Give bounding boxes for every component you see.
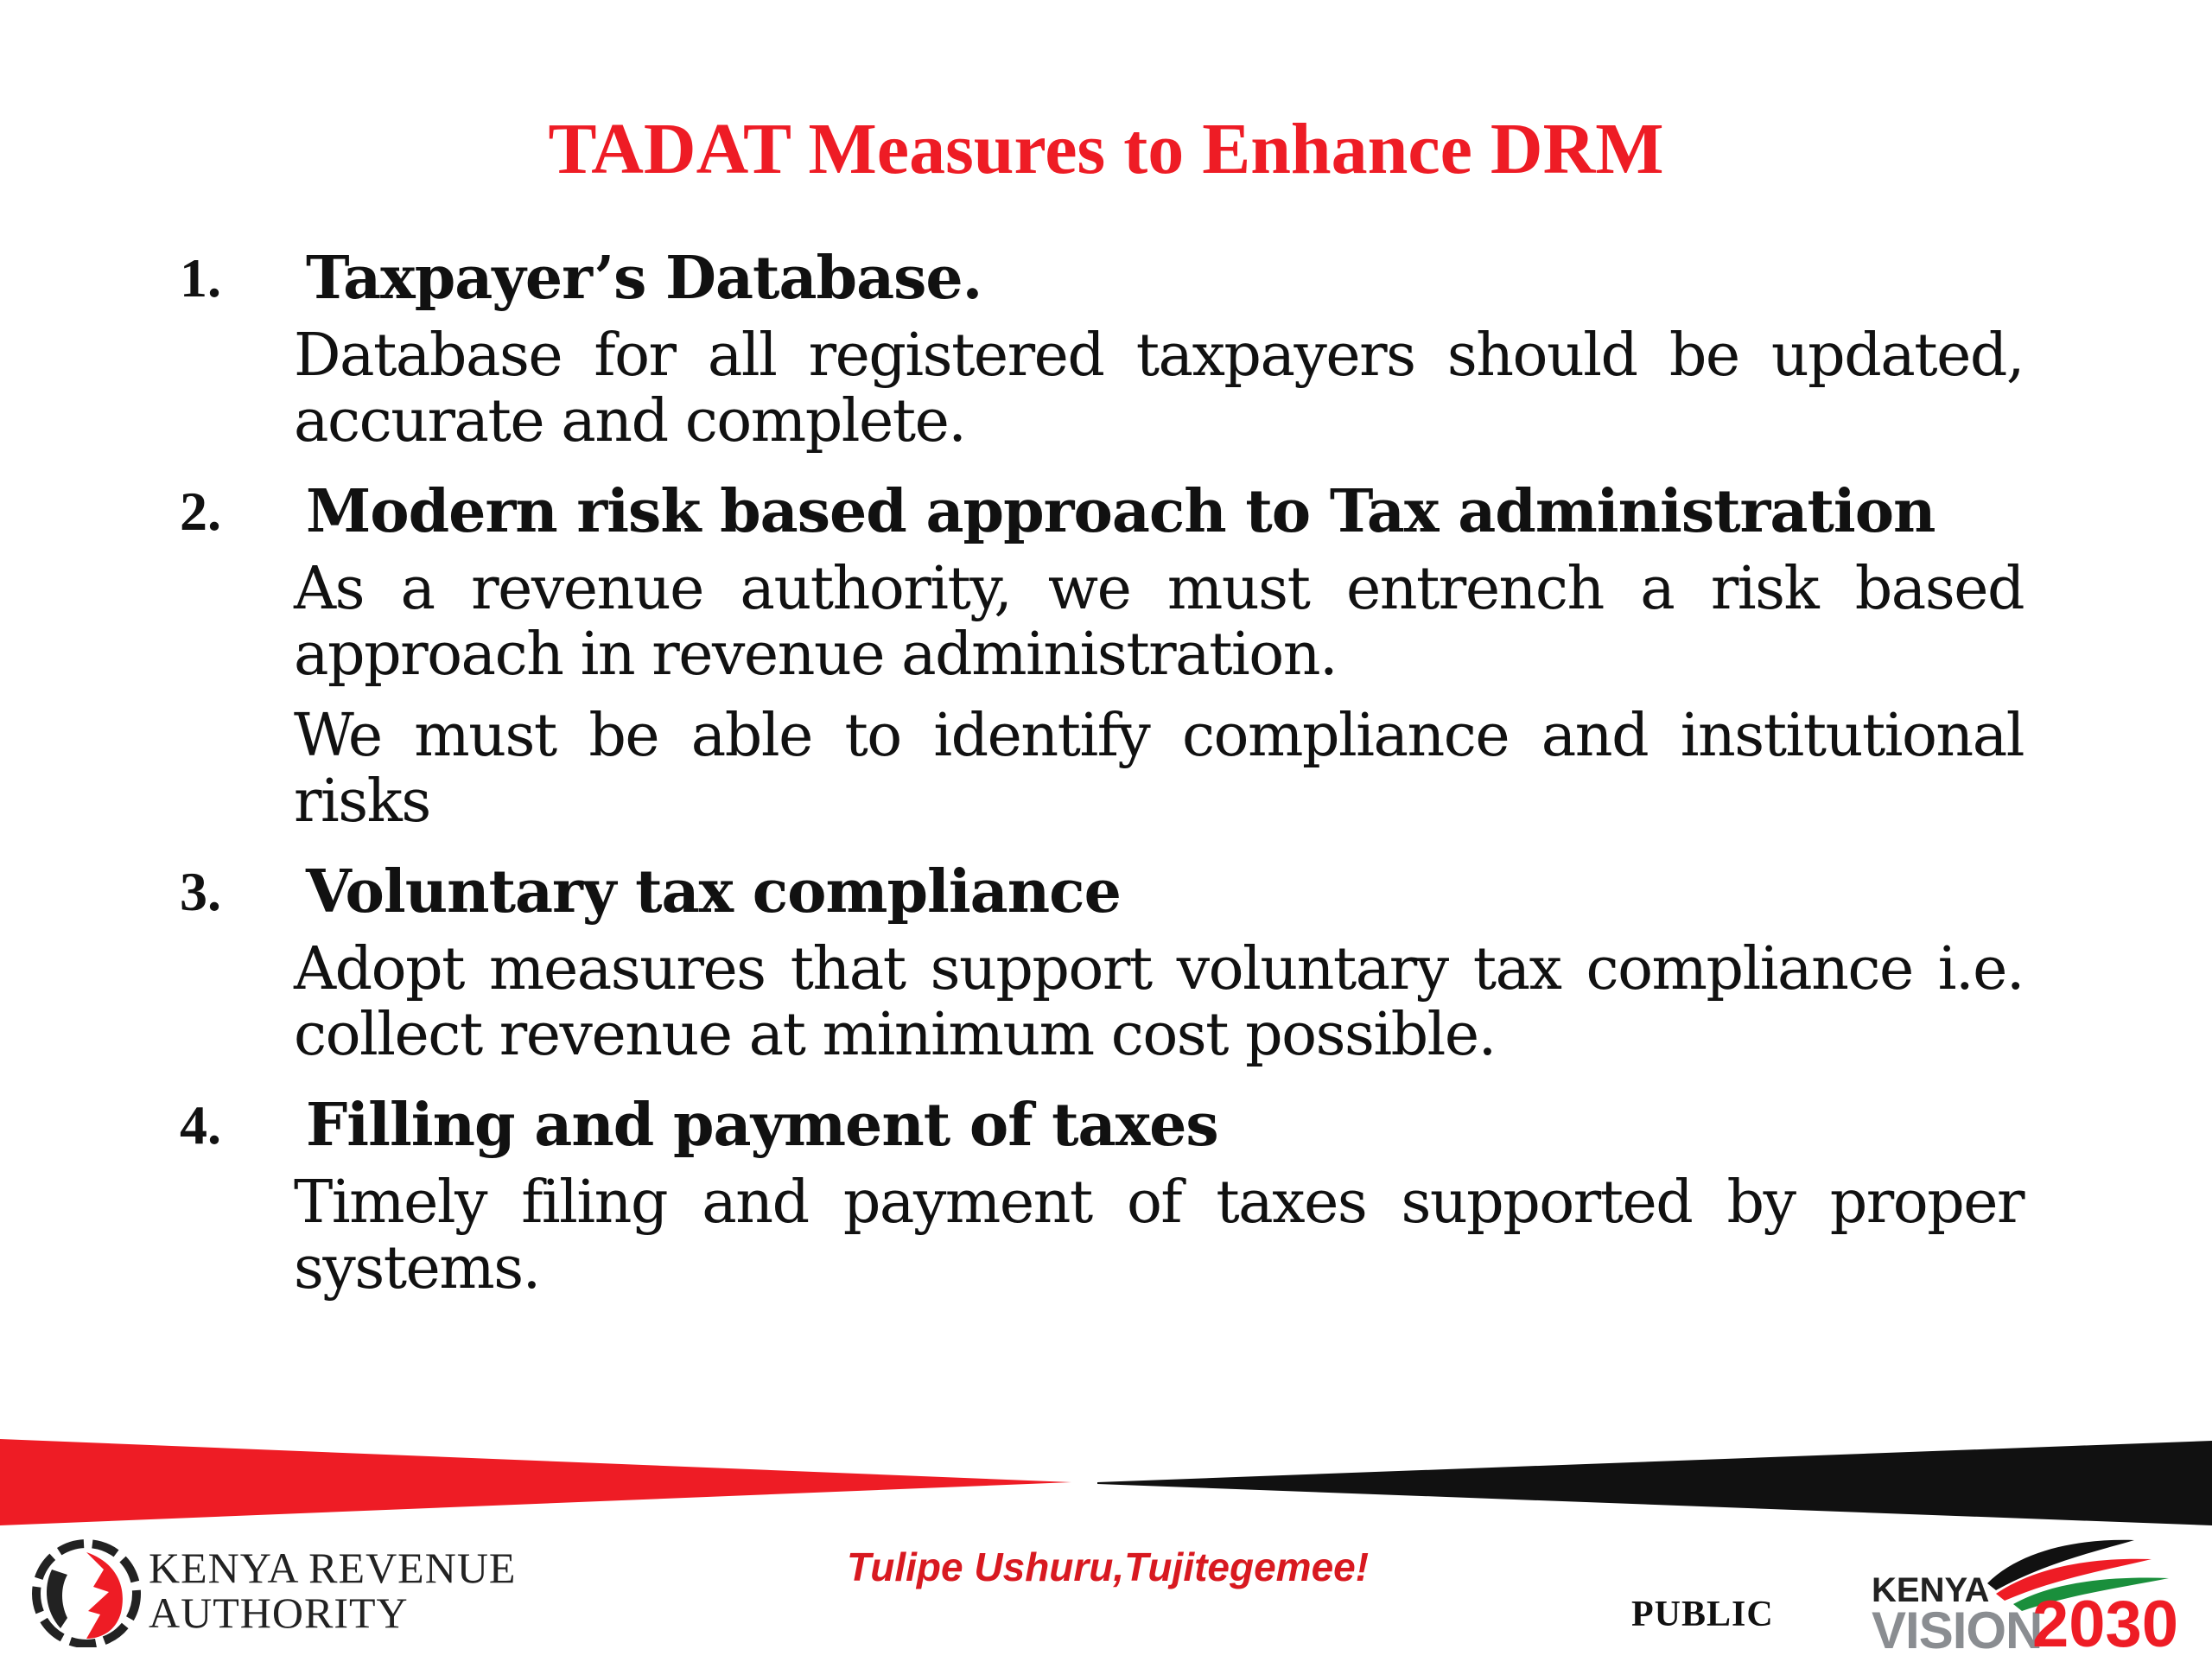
item-number: 4. — [180, 1094, 221, 1156]
item-number: 3. — [180, 861, 221, 922]
item-heading: Filling and payment of taxes — [306, 1091, 1218, 1160]
motto-text: Tulipe Ushuru,Tujitegemee! — [847, 1544, 1370, 1589]
item-heading: Voluntary tax compliance — [306, 857, 1121, 927]
slide-title: TADAT Measures to Enhance DRM — [548, 109, 1664, 189]
vision-kenya-label: KENYA — [1872, 1571, 1990, 1609]
classification-label: PUBLIC — [1631, 1595, 1774, 1634]
kra-wordmark — [149, 1545, 516, 1635]
item-heading: Taxpayer’s Database. — [306, 244, 982, 313]
item-paragraph: Adopt measures that support voluntary tax compliance i.e. collect revenue at minimum cost possible. — [294, 935, 2024, 1069]
item-number: 2. — [180, 481, 221, 542]
lion-head-logo-icon — [26, 1535, 156, 1647]
vision-year-label: 2030 — [2032, 1588, 2179, 1661]
item-paragraph: We must be able to identify compliance and institutional risks — [294, 702, 2024, 836]
footer-black-wedge — [1097, 1441, 2212, 1525]
list-item — [180, 242, 2024, 455]
kra-line-2: AUTHORITY — [149, 1589, 409, 1637]
vision-word-label: VISION — [1872, 1602, 2043, 1659]
item-paragraph: Timely filing and payment of taxes supported by proper systems. — [294, 1168, 2024, 1302]
footer-red-wedge — [0, 1439, 1071, 1525]
kra-line-1: KENYA REVENUE — [149, 1544, 517, 1592]
item-paragraph: As a revenue authority, we must entrench a risk based approach in revenue administration. — [294, 555, 2024, 689]
list-item — [180, 856, 2024, 1069]
measures-list — [180, 242, 2024, 1302]
item-paragraph: Database for all registered taxpayers should be updated, accurate and complete. — [294, 322, 2024, 455]
item-number: 1. — [180, 247, 221, 309]
list-item — [180, 475, 2024, 836]
item-heading: Modern risk based approach to Tax administration — [306, 477, 1936, 546]
list-item — [180, 1089, 2024, 1302]
